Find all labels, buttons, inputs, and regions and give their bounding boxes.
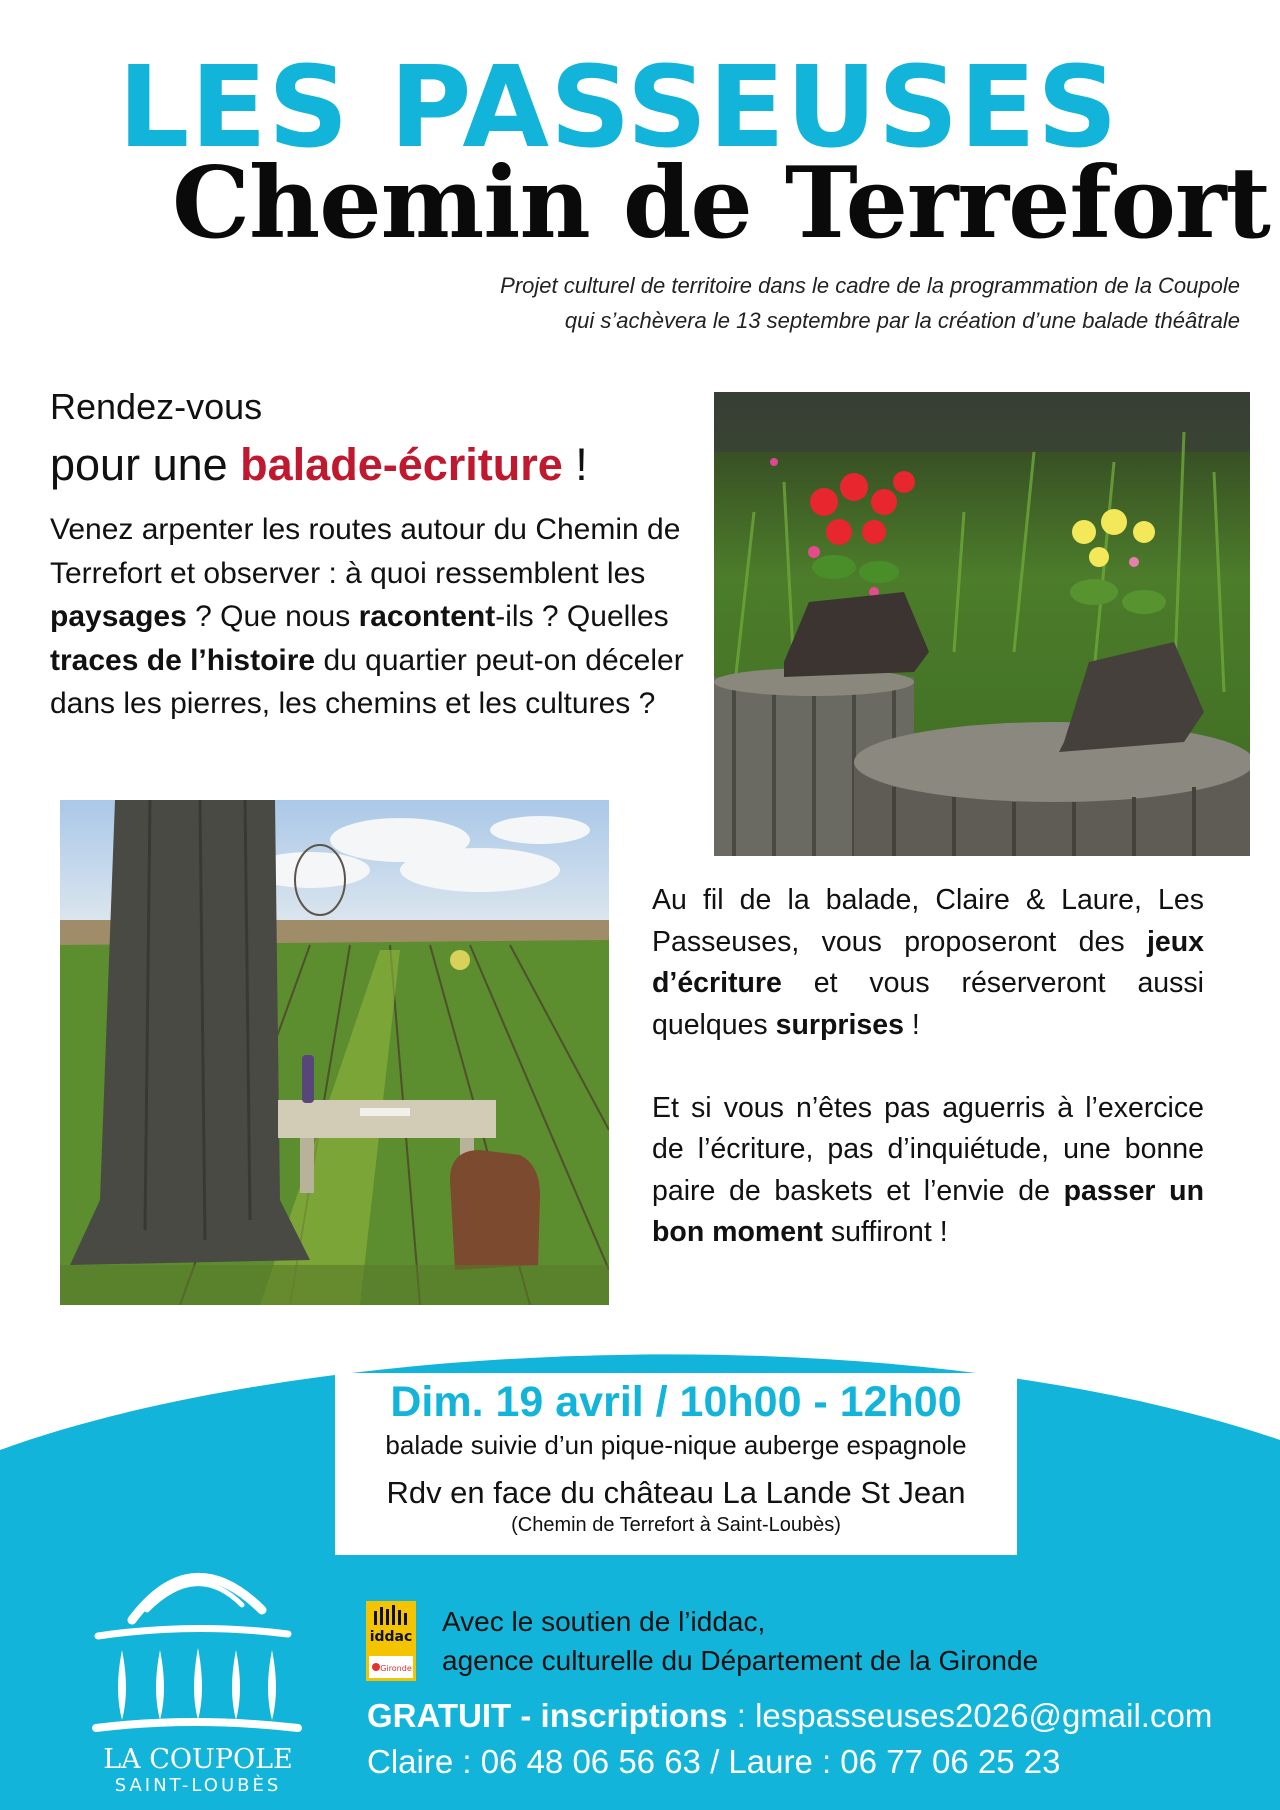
support-text	[442, 1602, 1038, 1680]
intro-text: Venez arpenter les routes autour du Chemin de Terrefort et observer : à quoi ressemblent les	[50, 513, 681, 590]
colon-text: :	[727, 1697, 756, 1734]
gironde-label: Gironde	[380, 1664, 412, 1673]
project-line-1: Projet culturel de territoire dans le cadre de la programmation de la Coupole	[500, 273, 1240, 298]
coupole-dome-icon	[92, 1550, 304, 1795]
event-picnic: balade suivie d’un pique-nique auberge espagnole	[385, 1430, 967, 1460]
intro-text: -ils ? Quelles	[495, 600, 669, 633]
support-line-1: Avec le soutien de l’iddac,	[442, 1606, 766, 1637]
intro-text: ? Que nous	[186, 600, 359, 633]
intro-text: du quartier peut-on déceler dans les pierres, les chemins et les cultures ?	[50, 643, 684, 720]
phone-numbers[interactable]: Claire : 06 48 06 56 63 / Laure : 06 77 06 25 23	[367, 1743, 1061, 1780]
project-description	[340, 268, 1240, 338]
support-line-2: agence culturelle du Département de la Gironde	[442, 1645, 1039, 1676]
flower-shoes-photo	[714, 392, 1250, 856]
event-info-box	[335, 1373, 1017, 1555]
body-text: Au fil de la balade, Claire & Laure, Les Passeuses, vous proposeront des	[652, 884, 1204, 958]
intro-bold-traces: traces de l’histoire	[50, 643, 316, 677]
body-text: !	[903, 1008, 920, 1041]
pour-une-text: pour une	[50, 439, 241, 490]
intro-bold-racontent: racontent	[358, 600, 496, 633]
iddac-label: iddac	[369, 1629, 413, 1645]
body-bold-jeux: jeux d’écriture	[652, 925, 1204, 999]
vineyard-bench-photo	[60, 800, 609, 1305]
body-bold-bon-moment: passer un bon moment	[652, 1174, 1205, 1248]
iddac-gironde-logo	[366, 1601, 416, 1681]
event-place-detail: (Chemin de Terrefort à Saint-Loubès)	[511, 1514, 841, 1536]
free-registration-label: GRATUIT - inscriptions	[367, 1697, 728, 1734]
event-date: Dim. 19 avril / 10h00 - 12h00	[390, 1378, 962, 1426]
rendezvous-heading: Rendez-vous	[50, 386, 263, 427]
body-text: et vous réserveront aussi quelques	[652, 967, 1204, 1041]
intro-paragraph	[50, 508, 705, 726]
paragraph-balade	[652, 880, 1204, 1046]
exclaim-text: !	[562, 439, 588, 490]
email-link[interactable]: lespasseuses2026@gmail.com	[755, 1697, 1213, 1734]
balade-ecriture-highlight: balade-écriture	[240, 439, 563, 490]
body-text: suffiront !	[823, 1216, 948, 1248]
poster-subtitle: Chemin de Terrefort	[172, 146, 1270, 261]
event-place: Rdv en face du château La Lande St Jean	[386, 1475, 966, 1510]
poster-title: LES PASSEUSES	[118, 43, 1119, 173]
project-line-2: qui s’achèvera le 13 septembre par la création d’une balade théâtrale	[564, 308, 1240, 333]
paragraph-reassurance	[652, 1088, 1204, 1254]
logo-city: SAINT-LOUBÈS	[114, 1775, 282, 1795]
logo-name: LA COUPOLE	[103, 1744, 293, 1775]
intro-bold-paysages: paysages	[50, 600, 187, 633]
body-text: Et si vous n’êtes pas aguerris à l’exercice de l’écriture, pas d’inquiétude, une bonne paire de baskets et l’envie de	[652, 1091, 1204, 1207]
balade-heading	[50, 437, 588, 493]
description-text	[652, 880, 1204, 1295]
registration-line	[367, 1694, 1212, 1738]
body-bold-surprises: surprises	[775, 1008, 904, 1041]
